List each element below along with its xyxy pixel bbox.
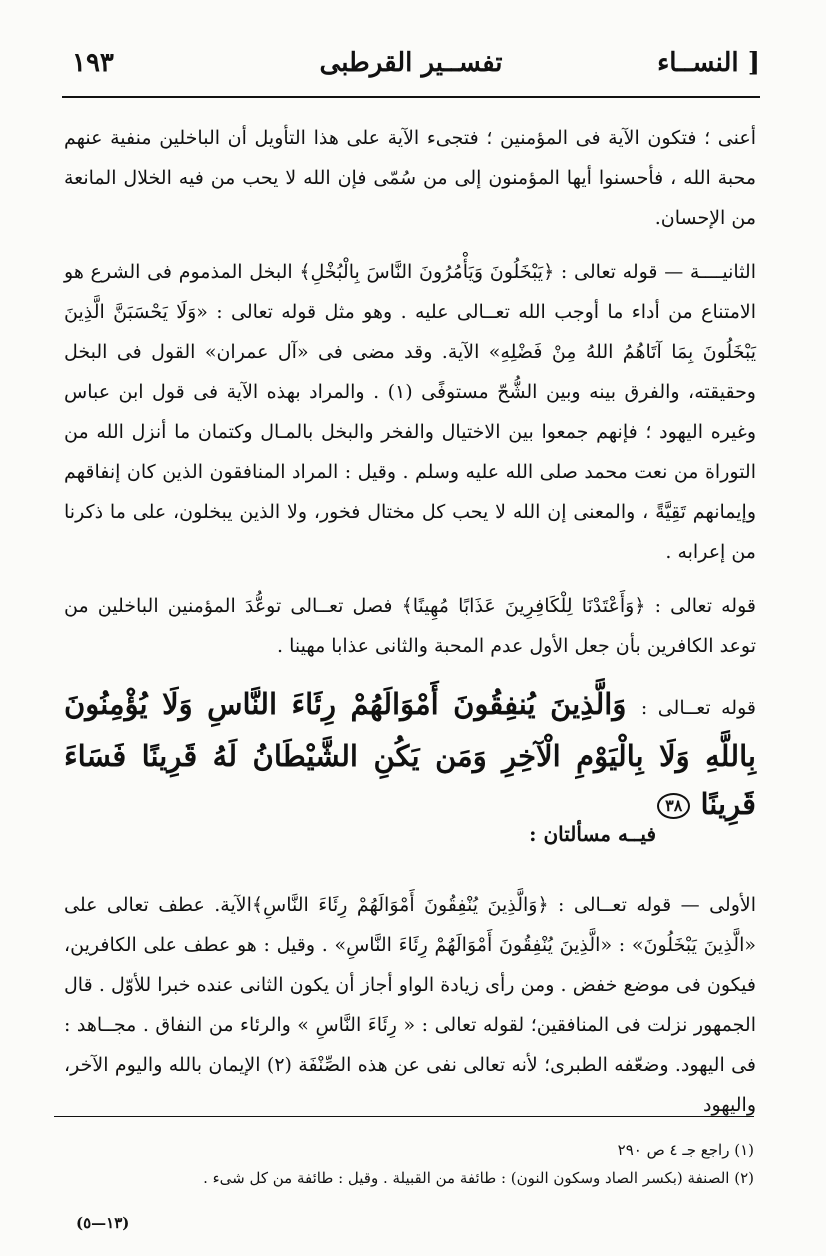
paragraph: أعنى ؛ فتكون الآية فى المؤمنين ؛ فتجىء الآية على هذا التأويل أن الباخلين منفية عنهم محبة الله ، فأحسنوا أيها المؤمنون إلى من سُمّى فإن الله لا يحب من فيه الخلال المانعة من الإحسان. xyxy=(64,127,756,229)
footnote: (٢) الصنفة (بكسر الصاد وسكون النون) : طائفة من القبيلة . وقيل : طائفة من كل شىء . xyxy=(203,1169,754,1187)
paragraph: الأولى — قوله تعــالى : ﴿وَالَّذِينَ يُنْفِقُونَ أَمْوَالَهُمْ رِئَاءَ النَّاسِ﴾الآية. عطف تعالى على «الَّذِينَ يَبْخَلُونَ» : «الَّذِينَ يُنْفِقُونَ أَمْوَالَهُمْ رِئَاءَ النَّاسِ» . وقيل : هو عطف على الكافرين، فيكون فى موضع خفض . ومن رأى زيادة الواو أجاز أن يكون الثانى عنده خبرا للأوّل . قال الجمهور نزلت فى المنافقين؛ لقوله تعالى : « رِئَاءَ النَّاسِ » والرئاء من النفاق . مجــاهد : فى اليهود. وضعّفه الطبرى؛ لأنه تعالى نفى عن هذه الصِّنْفَة (٢) الإيمان بالله واليوم الآخر، واليهود xyxy=(64,894,756,1116)
surah-name: النســاء ] xyxy=(657,48,760,78)
commentary-body-continued xyxy=(64,866,756,1144)
page-number: ١٩٣ xyxy=(72,48,114,78)
footnote: (١) راجع جـ ٤ ص ٢٩٠ xyxy=(617,1141,754,1159)
commentary-body xyxy=(64,118,756,666)
verse-number-badge: ٣٨ xyxy=(657,793,690,819)
footnote-divider xyxy=(54,1116,754,1117)
quran-verse xyxy=(64,680,756,828)
printer-signature: (١٣—٥) xyxy=(76,1214,130,1232)
footnotes xyxy=(70,1136,754,1192)
verse-intro: قوله تعــالى : xyxy=(640,697,756,719)
page-header xyxy=(62,40,760,98)
paragraph: الثانيــــة — قوله تعالى : ﴿يَبْخَلُونَ وَيَأْمُرُونَ النَّاسَ بِالْبُخْلِ﴾ البخل المذموم فى الشرع هو الامتناع من أداء ما أوجب الله تعــالى عليه . وهو مثل قوله تعالى : «وَلَا يَحْسَبَنَّ الَّذِينَ يَبْخَلُونَ بِمَا آتَاهُمُ اللهُ مِنْ فَضْلِهِ» الآية. وقد مضى فى «آل عمران» القول فى البخل وحقيقته، والفرق بينه وبين الشُّحّ مستوفًى (١) . والمراد بهذه الآية فى قول ابن عباس وغيره اليهود ؛ فإنهم جمعوا بين الاختيال والفخر والبخل بالمـال وكتمان ما أنزل الله من التوراة من نعت محمد صلى الله عليه وسلم . وقيل : المراد المنافقون الذين كان إنفاقهم وإيمانهم تَقِيَّةً ، والمعنى إن الله لا يحب كل مختال فخور، ولا الذين يبخلون، على ما ذكرنا من إعرابه . xyxy=(64,261,756,563)
verse-text: وَالَّذِينَ يُنفِقُونَ أَمْوَالَهُمْ رِئَاءَ النَّاسِ وَلَا يُؤْمِنُونَ بِاللَّهِ وَلَا بِالْيَوْمِ الْآخِرِ وَمَن يَكُنِ الشَّيْطَانُ لَهُ قَرِينًا فَسَاءَ قَرِينًا xyxy=(64,687,756,821)
book-title: تفســير القرطبى xyxy=(319,48,503,78)
section-heading: فيــه مسألتان : xyxy=(529,822,656,846)
paragraph: قوله تعالى : ﴿وَأَعْتَدْنَا لِلْكَافِرِينَ عَذَابًا مُهِينًا﴾ فصل تعــالى توعُّدَ المؤمنين الباخلين من توعد الكافرين بأن جعل الأول عدم المحبة والثانى عذابا مهينا . xyxy=(64,595,756,657)
